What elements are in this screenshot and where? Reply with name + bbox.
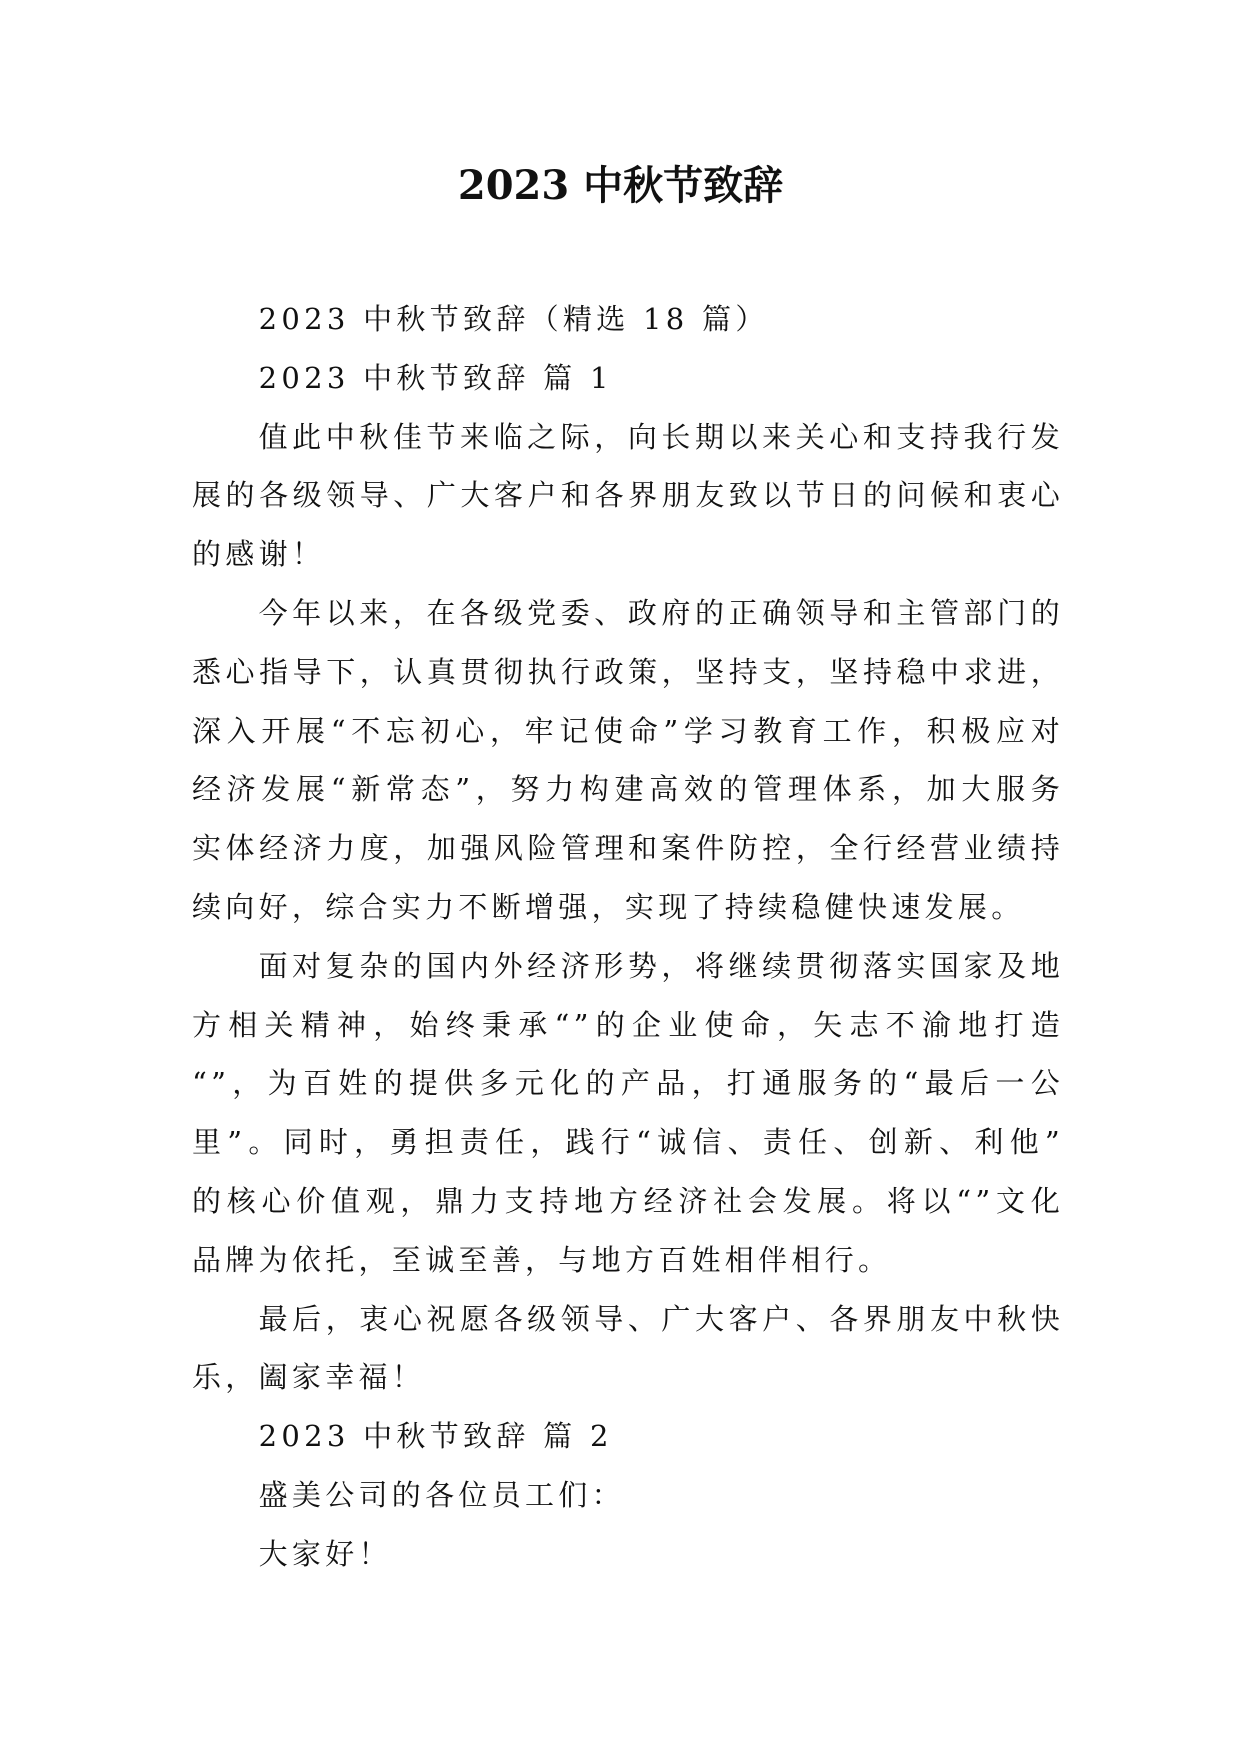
paragraph xyxy=(192,937,1064,1290)
subtitle xyxy=(192,290,1064,349)
text-line: 盛美公司的各位员工们： xyxy=(258,1477,625,1512)
text-line: 里”。同时，勇担责任，践行“诚信、责任、创新、利他” xyxy=(192,1125,1064,1160)
text-line: 深入开展“不忘初心，牢记使命”学习教育工作，积极应对 xyxy=(192,713,1064,748)
text-line: 2023 中秋节致辞 篇 1 xyxy=(258,360,613,395)
greeting xyxy=(192,1525,1064,1584)
text-line: 方相关精神，始终秉承“”的企业使命，矢志不渝地打造 xyxy=(192,1007,1064,1042)
text-line: 值此中秋佳节来临之际，向长期以来关心和支持我行发 xyxy=(258,419,1064,454)
text-line: 大家好！ xyxy=(258,1536,392,1571)
text-line: “”，为百姓的提供多元化的产品，打通服务的“最后一公 xyxy=(192,1066,1064,1101)
text-line: 实体经济力度，加强风险管理和案件防控，全行经营业绩持 xyxy=(192,831,1064,866)
text-line: 面对复杂的国内外经济形势，将继续贯彻落实国家及地 xyxy=(258,948,1064,983)
text-line: 最后，衷心祝愿各级领导、广大客户、各界朋友中秋快 xyxy=(258,1301,1064,1336)
text-line: 展的各级领导、广大客户和各界朋友致以节日的问候和衷心 xyxy=(192,478,1064,513)
paragraph xyxy=(192,584,1064,937)
text-line: 续向好，综合实力不断增强，实现了持续稳健快速发展。 xyxy=(192,889,1025,924)
document-body xyxy=(192,290,1064,1584)
section-heading xyxy=(192,349,1064,408)
salutation xyxy=(192,1466,1064,1525)
text-line: 的核心价值观，鼎力支持地方经济社会发展。将以“”文化 xyxy=(192,1183,1064,1218)
text-line: 2023 中秋节致辞（精选 18 篇） xyxy=(258,302,769,336)
text-line: 经济发展“新常态”，努力构建高效的管理体系，加大服务 xyxy=(192,772,1064,807)
document-title: 2023 中秋节致辞 xyxy=(457,162,784,209)
text-line: 今年以来，在各级党委、政府的正确领导和主管部门的 xyxy=(258,595,1064,630)
text-line: 乐，阖家幸福！ xyxy=(192,1360,426,1395)
text-line: 2023 中秋节致辞 篇 2 xyxy=(258,1419,613,1454)
text-line: 品牌为依托，至诚至善，与地方百姓相伴相行。 xyxy=(192,1242,892,1277)
text-line: 的感谢！ xyxy=(192,537,326,572)
paragraph xyxy=(192,1290,1064,1408)
paragraph xyxy=(192,408,1064,584)
section-heading xyxy=(192,1407,1064,1466)
text-line: 悉心指导下，认真贯彻执行政策，坚持支，坚持稳中求进， xyxy=(192,654,1064,689)
